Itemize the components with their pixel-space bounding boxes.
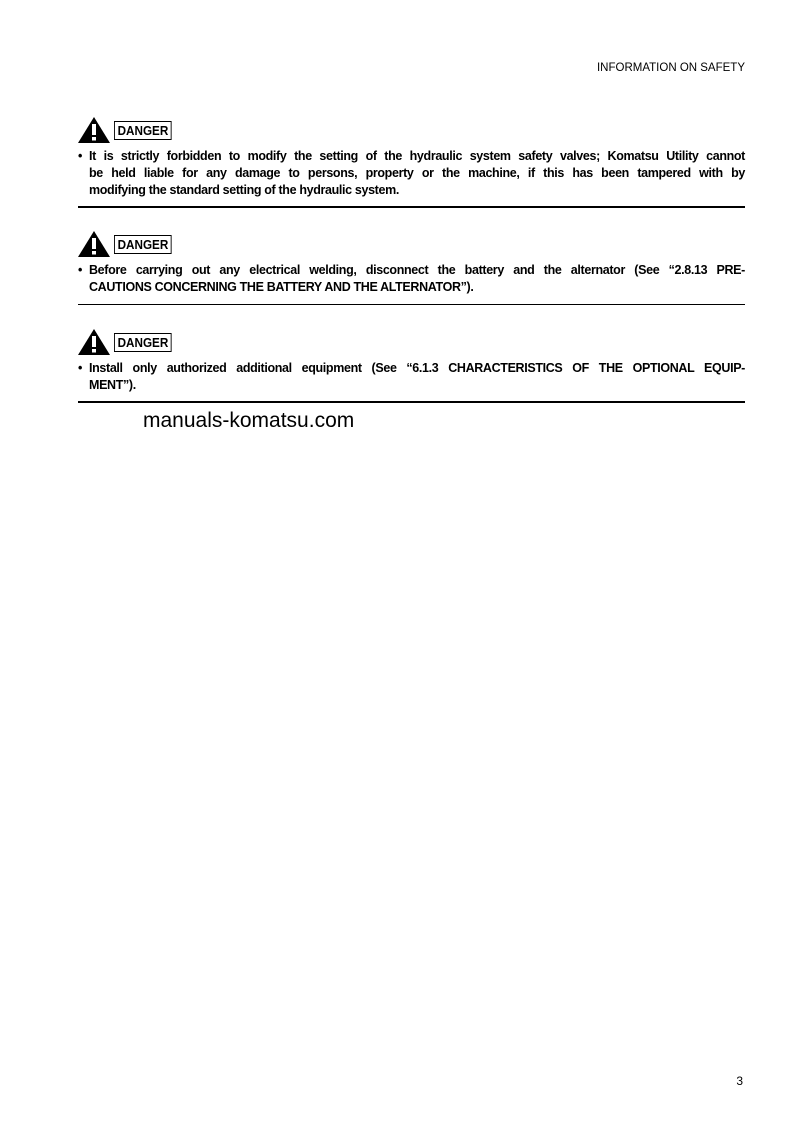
danger-block-1 — [78, 118, 745, 199]
danger-label: DANGER — [114, 333, 172, 352]
divider — [78, 206, 745, 208]
page-number: 3 — [736, 1074, 743, 1088]
warning-text — [78, 360, 745, 394]
watermark: manuals-komatsu.com — [143, 409, 355, 432]
text-line: MENT”). — [89, 378, 136, 392]
text-line: CAUTIONS CONCERNING THE BATTERY AND THE ALTERNATOR”). — [89, 280, 474, 294]
text-line: Install only authorized additional equipment (See “6.1.3 CHARACTERISTICS OF THE OPTIONAL EQUIP- — [89, 361, 745, 375]
text-line: Before carrying out any electrical welding, disconnect the battery and the alternator (See “2.8.13 PRE- — [89, 263, 745, 277]
danger-label: DANGER — [114, 235, 172, 254]
danger-block-3 — [78, 330, 745, 394]
bullet: • — [78, 149, 83, 163]
warning-triangle-icon — [78, 117, 110, 143]
text-line: modifying the standard setting of the hydraulic system. — [89, 183, 399, 197]
divider — [78, 304, 745, 305]
bullet: • — [78, 263, 83, 277]
warning-triangle-icon — [78, 329, 110, 355]
warning-triangle-icon — [78, 231, 110, 257]
text-line: It is strictly forbidden to modify the setting of the hydraulic system safety valves; Komatsu Utility cannot — [89, 149, 745, 163]
bullet: • — [78, 361, 83, 375]
divider — [78, 401, 745, 403]
section-header: INFORMATION ON SAFETY — [596, 62, 745, 74]
warning-text — [78, 262, 745, 296]
warning-text — [78, 148, 745, 199]
danger-block-2 — [78, 232, 745, 296]
text-line: be held liable for any damage to persons, property or the machine, if this has been tampered with by — [89, 166, 745, 180]
danger-label: DANGER — [114, 121, 172, 140]
